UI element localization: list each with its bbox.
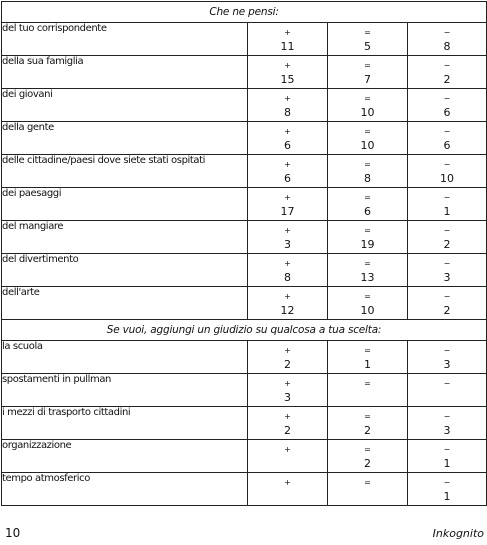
- neg-cell: [408, 221, 487, 254]
- row-label: del divertimento: [2, 254, 248, 287]
- plus-icon: +: [284, 28, 291, 37]
- minus-icon: −: [443, 412, 451, 421]
- neu-cell: [328, 56, 408, 89]
- row-label: spostamenti in pullman: [2, 374, 248, 407]
- neg-count: 2: [443, 73, 451, 86]
- pos-cell: [248, 440, 328, 473]
- equals-icon: =: [364, 28, 371, 37]
- equals-icon: =: [364, 412, 371, 421]
- row-label: del mangiare: [2, 221, 248, 254]
- minus-icon: −: [443, 94, 451, 103]
- pos-count: 8: [284, 271, 291, 284]
- pos-count: 8: [284, 106, 291, 119]
- pos-count: 15: [280, 73, 295, 86]
- row-label: dei paesaggi: [2, 188, 248, 221]
- pos-count: 3: [284, 391, 291, 404]
- neu-count: 8: [364, 172, 371, 185]
- neg-cell: [408, 23, 487, 56]
- neg-count: 8: [443, 40, 451, 53]
- neu-count: 10: [360, 139, 375, 152]
- row-label: delle cittadine/paesi dove siete stati ospitati: [2, 155, 248, 188]
- equals-icon: =: [364, 478, 371, 487]
- table-row: [2, 89, 487, 122]
- neu-count: 2: [364, 424, 371, 437]
- table-row: [2, 473, 487, 506]
- pos-count: 6: [284, 172, 291, 185]
- neu-cell: [328, 122, 408, 155]
- plus-icon: +: [284, 226, 291, 235]
- neu-count: 19: [360, 238, 375, 251]
- minus-icon: −: [443, 346, 451, 355]
- survey-table-body: [2, 2, 487, 506]
- plus-icon: +: [284, 379, 291, 388]
- neg-cell: [408, 56, 487, 89]
- neu-count: 5: [364, 40, 371, 53]
- plus-icon: +: [284, 478, 291, 487]
- neu-cell: [328, 407, 408, 440]
- neu-count: 10: [360, 304, 375, 317]
- section-header-custom-row: [2, 320, 487, 341]
- pos-cell: [248, 341, 328, 374]
- pos-cell: [248, 287, 328, 320]
- neu-count: 6: [364, 205, 371, 218]
- neu-cell: [328, 221, 408, 254]
- equals-icon: =: [364, 160, 371, 169]
- neu-count: 2: [364, 457, 371, 470]
- neg-cell: [408, 374, 487, 407]
- section-header-custom: Se vuoi, aggiungi un giudizio su qualcosa a tua scelta:: [2, 320, 487, 341]
- pos-count: 2: [284, 424, 291, 437]
- pos-count: 6: [284, 139, 291, 152]
- equals-icon: =: [364, 346, 371, 355]
- neg-cell: [408, 473, 487, 506]
- neu-cell: [328, 440, 408, 473]
- section-header-opinions: Che ne pensi:: [2, 2, 487, 23]
- neg-count: 1: [443, 205, 451, 218]
- table-row: [2, 155, 487, 188]
- plus-icon: +: [284, 412, 291, 421]
- equals-icon: =: [364, 226, 371, 235]
- minus-icon: −: [443, 226, 451, 235]
- table-row: [2, 23, 487, 56]
- equals-icon: =: [364, 127, 371, 136]
- pos-cell: [248, 254, 328, 287]
- row-label: organizzazione: [2, 440, 248, 473]
- neu-count: 1: [364, 358, 371, 371]
- row-label: dei giovani: [2, 89, 248, 122]
- minus-icon: −: [443, 193, 451, 202]
- equals-icon: =: [364, 292, 371, 301]
- pos-cell: [248, 89, 328, 122]
- row-label: del tuo corrispondente: [2, 23, 248, 56]
- table-row: [2, 56, 487, 89]
- plus-icon: +: [284, 160, 291, 169]
- pos-count: 11: [280, 40, 295, 53]
- table-row: [2, 188, 487, 221]
- minus-icon: −: [443, 259, 451, 268]
- neg-cell: [408, 122, 487, 155]
- neu-cell: [328, 89, 408, 122]
- pos-cell: [248, 122, 328, 155]
- table-row: [2, 374, 487, 407]
- minus-icon: −: [443, 160, 451, 169]
- row-label: dell'arte: [2, 287, 248, 320]
- equals-icon: =: [364, 445, 371, 454]
- neg-cell: [408, 287, 487, 320]
- pos-cell: [248, 23, 328, 56]
- plus-icon: +: [284, 292, 291, 301]
- neu-count: 7: [364, 73, 371, 86]
- neu-count: 13: [360, 271, 375, 284]
- equals-icon: =: [364, 259, 371, 268]
- minus-icon: −: [443, 379, 451, 388]
- neu-cell: [328, 188, 408, 221]
- section-header-opinions-row: [2, 2, 487, 23]
- plus-icon: +: [284, 61, 291, 70]
- minus-icon: −: [443, 28, 451, 37]
- row-label: della gente: [2, 122, 248, 155]
- neg-cell: [408, 440, 487, 473]
- pos-count: 12: [280, 304, 295, 317]
- neg-count: 1: [443, 457, 451, 470]
- neu-cell: [328, 341, 408, 374]
- page-number: 10: [5, 526, 21, 540]
- table-row: [2, 122, 487, 155]
- plus-icon: +: [284, 127, 291, 136]
- table-row: [2, 440, 487, 473]
- neg-count: 6: [443, 139, 451, 152]
- pos-cell: [248, 374, 328, 407]
- neu-cell: [328, 374, 408, 407]
- neg-count: 3: [443, 358, 451, 371]
- neg-cell: [408, 155, 487, 188]
- pos-cell: [248, 188, 328, 221]
- neg-cell: [408, 254, 487, 287]
- neg-cell: [408, 89, 487, 122]
- row-label: della sua famiglia: [2, 56, 248, 89]
- plus-icon: +: [284, 94, 291, 103]
- row-label: tempo atmosferico: [2, 473, 248, 506]
- equals-icon: =: [364, 94, 371, 103]
- neu-cell: [328, 254, 408, 287]
- row-label: i mezzi di trasporto cittadini: [2, 407, 248, 440]
- neu-cell: [328, 287, 408, 320]
- table-row: [2, 287, 487, 320]
- neu-cell: [328, 23, 408, 56]
- table-row: [2, 221, 487, 254]
- equals-icon: =: [364, 379, 371, 388]
- neg-count: 10: [440, 172, 455, 185]
- neg-count: 3: [443, 424, 451, 437]
- neg-count: 3: [443, 271, 451, 284]
- neg-count: 1: [443, 490, 451, 503]
- neg-count: 2: [443, 238, 451, 251]
- equals-icon: =: [364, 193, 371, 202]
- pos-cell: [248, 407, 328, 440]
- neu-count: 10: [360, 106, 375, 119]
- plus-icon: +: [284, 346, 291, 355]
- minus-icon: −: [443, 61, 451, 70]
- neg-cell: [408, 407, 487, 440]
- row-label: la scuola: [2, 341, 248, 374]
- neg-count: 6: [443, 106, 451, 119]
- pos-count: 3: [284, 238, 291, 251]
- plus-icon: +: [284, 193, 291, 202]
- pos-cell: [248, 221, 328, 254]
- plus-icon: +: [284, 259, 291, 268]
- neg-cell: [408, 341, 487, 374]
- minus-icon: −: [443, 445, 451, 454]
- neg-cell: [408, 188, 487, 221]
- neu-cell: [328, 155, 408, 188]
- survey-table: [1, 1, 487, 506]
- pos-cell: [248, 56, 328, 89]
- minus-icon: −: [443, 127, 451, 136]
- neu-cell: [328, 473, 408, 506]
- plus-icon: +: [284, 445, 291, 454]
- minus-icon: −: [443, 292, 451, 301]
- publication-name: Inkognito: [432, 527, 484, 540]
- table-row: [2, 254, 487, 287]
- pos-cell: [248, 473, 328, 506]
- pos-cell: [248, 155, 328, 188]
- table-row: [2, 341, 487, 374]
- pos-count: 17: [280, 205, 295, 218]
- neg-count: 2: [443, 304, 451, 317]
- table-row: [2, 407, 487, 440]
- pos-count: 2: [284, 358, 291, 371]
- equals-icon: =: [364, 61, 371, 70]
- minus-icon: −: [443, 478, 451, 487]
